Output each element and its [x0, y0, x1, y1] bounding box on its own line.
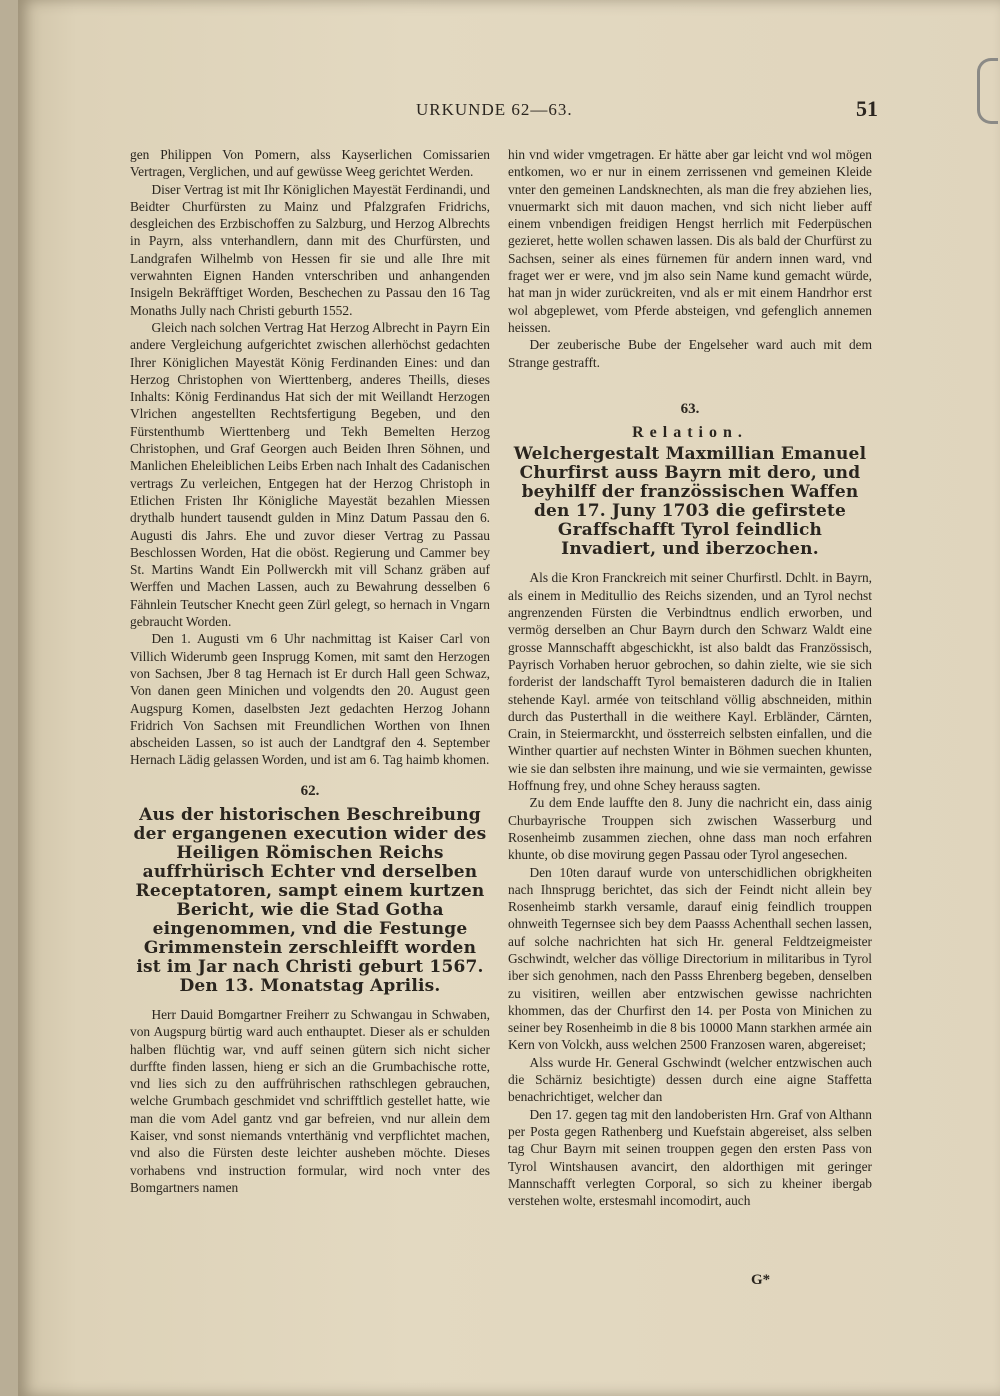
page-header — [128, 96, 878, 130]
paragraph: Herr Dauid Bomgartner Freiherr zu Schwangau in Schwaben, von Augspurg bürtig ward auch enthauptet. Dieser als er schulden halben flüchtig war, vnd auff seinen gütern sich nicht sicher durffte finden lassen, hieng er sich an die Grumbachische rotte, vnd lies sich zu den auffrührischen rathschlegen gebrauchen, welche Grumbach geschmidet vnd schrifftlich gestellet hatte, wie man die vom Adel gantz vnd gar befreien, vnd nur allein dem Kaiser, vnd sonst niemands vnterthänig vnd verpflichtet machen, vnd also die Fürsten deste leichter ausheben möchte. Dieses vorhabens vnd instruction formular, wird noch vnter des Bomgartners namen — [130, 1006, 490, 1195]
paragraph: Diser Vertrag ist mit Ihr Königlichen Mayestät Ferdinandi, und Beidter Churfürsten zu Mainz und Pfalzgrafen Fridrichs, desgleichen des Erzbischoffen zu Salzburg, und Herzog Albrechts in Payrn, alss vnterhandlern, dann mit des Churfürsten, und Landgrafen Wilhelmb von Hessen fir sie und alle Ihre mit verwahnten Eignen Handen vnterschriben und anhangenden Insigeln Bekräfftiget Worden, Beschechen zu Passau den 16 Tag Monaths Jully nach Christi geburth 1552. — [130, 181, 490, 318]
section-heading: Aus der historischen Beschreibung der ergangenen execution wider des Heiligen Römischen Reichs auffrhürisch Echter vnd derselben Receptatoren, sampt einem kurtzen Bericht, wie die Stad Gotha eingenommen, vnd die Festunge Grimmenstein zerschleifft worden ist im Jar nach Christi geburt 1567. Den 13. Monatstag Aprilis. — [133, 804, 487, 996]
section-number: 62. — [300, 782, 320, 799]
paragraph: Alss wurde Hr. General Gschwindt (welcher entzwischen auch die Schärniz besichtigte) dessen durch eine aigne Staffetta benachrichtiget, welcher dan — [508, 1054, 872, 1105]
previous-page-edge — [0, 0, 18, 1396]
paragraph: Als die Kron Franckreich mit seiner Churfirstl. Dchlt. in Bayrn, als einem in Meditullio des Reichs sizenden, und an Tyrol nechst angrenzenden Fürsten die Verbindtnus endlich erworben, und vermög derselben an Chur Bayrn durch den Schwarz Waldt eine grosse Mannschafft abgeschickht, ist also baldt das Französsisch, Payrisch Vorhaben heruor gebrochen, so dahin zielte, wie sie sich forderist der landschafft Tyrol bemaisteren dadurch die in Italien stehende Kayl. armée von teitschland völlig abschneiden, mithin durch das Pusterthall in die weithere Kayl. Erbländer, Cärnten, Crain, in Steiermarckht, und össterreich selbsten einfallen, und die Winther quartier auf nechsten Winter in Böhmen suechen khunten, wie sie dan selbsten ihre mainung, und wie sie vermainten, gewisse Hoffnung frey, und ohne Schey herauss sagten. — [508, 570, 872, 794]
left-column — [130, 146, 490, 1196]
paragraph: Gleich nach solchen Vertrag Hat Herzog Albrecht in Payrn Ein andere Vergleichung aufgerichtet zwischen allerhöchst gedachten Ihrer Königlichen Mayestät König Ferdinanden Eines: und dan Herzog Christophen von Wierttenberg, anderes Theills, dieses Inhalts: König Ferdinandus Hat sich der mit Weillandt Herzogen Vlrichen angestellten Rechtsfertigung Begeben, und den Fürstenthumb Wierttenberg und Tekh Bemelten Herzog Christophen, und Graf Georgen auch Beiden Ihren Söhnen, und Manlichen Eheleiblichen Leibs Erben nach Inhalt des Cadanischen vertrags Zu verleichen, Entgegen hat der Herzog Christoph in Etlichen Fristen Ihr Königliche Mayestät bezahlen Miessen drythalb hundert tausendt gulden in Minz Datum Passau den 6. Augusti dis Jahrs. Ehe und zuvor dieser Vertrag zu Passau Beschlossen Worden, Hat die oböst. Regierung und Cammer bey St. Martins Wandt Ein Pollwerckh mit vill Schanz gräben auf Werffen und Machen Lassen, auch zu Bewahrung desselben 6 Fähnlein Teutscher Knecht geen Zürl gelegt, so hernach in Vngarn gebraucht Worden. — [130, 319, 490, 630]
paragraph: Zu dem Ende lauffte den 8. Juny die nachricht ein, dass ainig Churbayrische Trouppen sich zwischen Wasserburg und Rosenheimb zusammen ziechen, ohne dass man noch erfahren khunte, ob dise movirung gegen Passau oder Tyrol angesechen. — [508, 795, 872, 863]
section-number: 63. — [680, 400, 700, 417]
paragraph: Den 10ten darauf wurde von unterschidlichen obrigkheiten nach Ihnsprugg berichtet, das sich der Feindt nicht allein bey Rosenheimb starkh versamle, darauf einig feindlich trouppen ohnweith Tegernsee sich bey dem Paasss Achenthall sechen lassen, auf solche nachrichten hat sich Hr. general Feldtzeigmeister Gschwindt, welcher das völlige Directorium in militaribus in Tyrol iber sich genohmen, nach den Passs Ehrenberg begeben, denselben zu visitiren, weillen aber entzwischen gewisse nachrichten khommen, das der Churfirst den 14. per Posta von Minichen zu seiner bey Rosenheimb in die 8 bis 10000 Mann starkhen armée ain Kern von Volckh, auss welchen 2500 Franzosen waren, abgereiset; — [508, 864, 872, 1053]
paragraph: Den 1. Augusti vm 6 Uhr nachmittag ist Kaiser Carl von Villich Widerumb geen Insprugg Komen, mit samt den Herzogen von Sachsen, Jber 8 tag Hernach ist Er durch Hall geen Schwaz, Von danen geen Minichen und volgendts den 20. August geen Augspurg Komen, daselbsten Jezt gedachten Herzog Johann Fridrich Von Sachsen mit Freundlichen Worthen von Ihnen abscheiden Lassen, so ist auch der Landtgraf den 4. September Hernach Lädig gelassen Worden, und ist am 6. Tag haimb khomen. — [130, 631, 490, 768]
right-column — [508, 146, 872, 1209]
paragraph: Den 17. gegen tag mit den landoberisten Hrn. Graf von Althann per Posta gegen Rathenberg und Kuefstain abgereiset, alss selben tag Chur Bayrn mit seinen trouppen gegen den ersten Pass von Tyrol Wintshausen avancirt, den aldorthigen mit geringer Mannschafft verlegten Corporal, so sich zu kheiner ibergab verstehen wolte, erstesmahl incomodirt, auch — [508, 1106, 872, 1209]
paragraph: hin vnd wider vmgetragen. Er hätte aber gar leicht vnd wol mögen entkomen, wo er nur in einem zerrissenen vnd gemeinen Kleide vnter den gemeinen Landsknechten, als man die frey abziehen lies, vnuermarkt sich mit dauon machen, vnd sich nicht lieber auff einem vnbendigen freidigen Hengst herrlich mit Federpüschen gezieret, hette wollen schawen lassen. Dis als bald der Churfürst zu Sachsen, seiner als eines fürnemen für andern innen ward, vnd fraget wer er were, vnd jm also sein Name kund gemacht würde, hat man jn wider zurückreiten, vnd als er mit einem Handrhor erst wol abgeplewet, vom Pferde absteigen, vnd gefenglich annemen heissen. — [508, 147, 872, 335]
signature-mark: G* — [751, 1272, 771, 1288]
paragraph: gen Philippen Von Pomern, alss Kayserlichen Comissarien Vertragen, Verglichen, und auf gewüsse Weeg gerichtet Werden. — [130, 147, 490, 180]
paragraph: Der zeuberische Bube der Engelseher ward auch mit dem Strange gestrafft. — [508, 337, 872, 370]
section-heading: Welchergestalt Maxmillian Emanuel Churfirst auss Bayrn mit dero, und beyhilff der französsischen Waffen den 17. Juny 1703 die gefirstete Graffschafft Tyrol feindlich Invadiert, und iberzochen. — [513, 444, 867, 560]
page-number: 51 — [856, 96, 878, 121]
binder-clip — [977, 58, 998, 124]
document-page — [18, 0, 1000, 1396]
relation-label: Relation. — [632, 424, 748, 442]
running-title: URKUNDE 62—63. — [416, 100, 573, 119]
